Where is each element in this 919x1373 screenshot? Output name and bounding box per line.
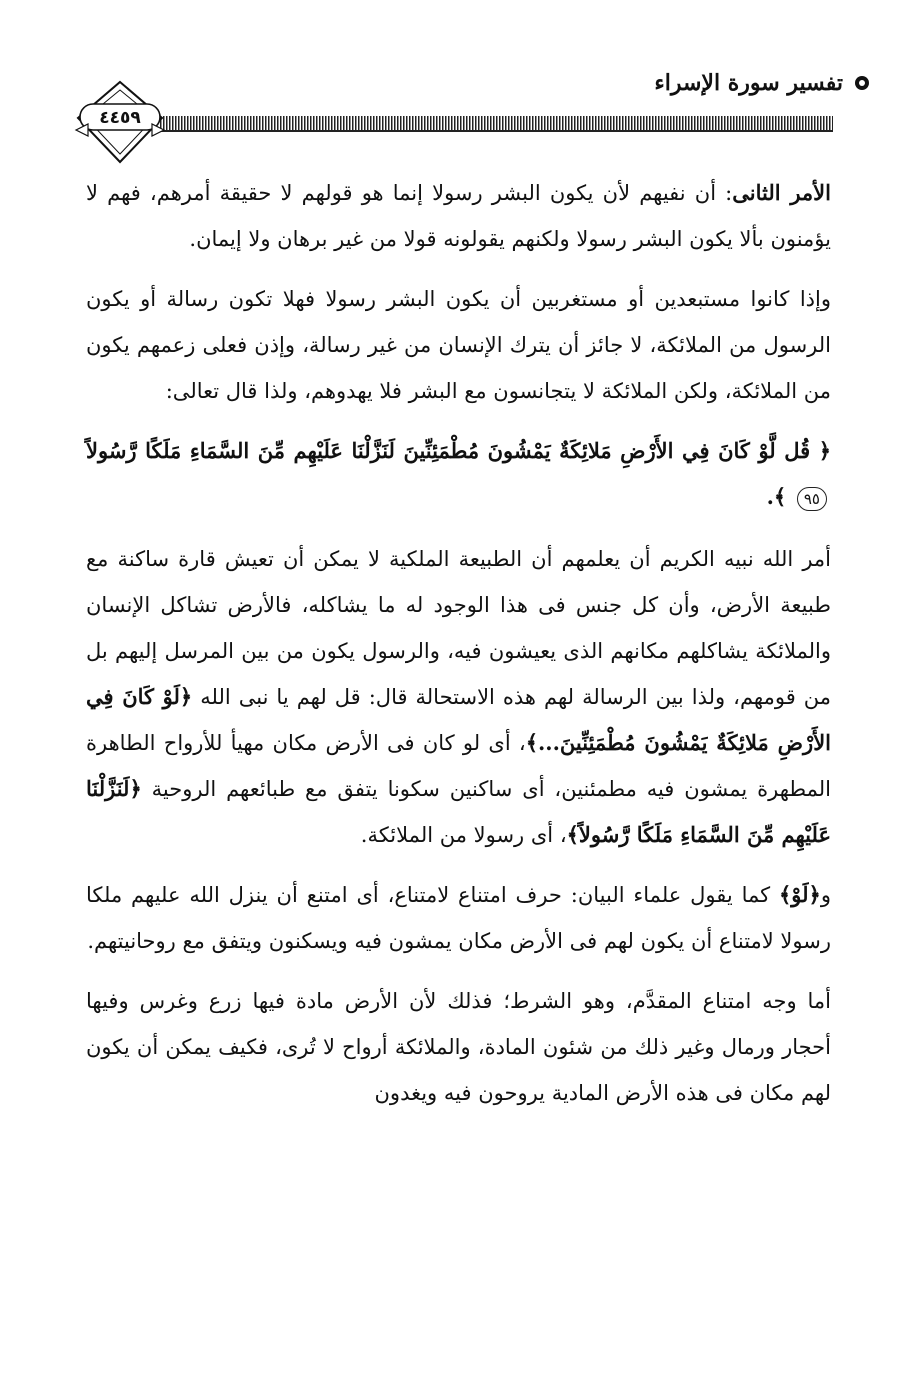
paragraph-5 <box>86 872 831 964</box>
page-number-badge <box>74 80 166 166</box>
header-title: تفسير سورة الإسراء <box>654 70 843 96</box>
quran-quote: ﴿لَنَزَّلْنَا عَلَيْهِم مِّنَ السَّمَاءِ مَلَكًا رَّسُولاً﴾ <box>86 776 831 847</box>
paragraph-text: : أن نفيهم لأن يكون البشر رسولا إنما هو قولهم لا حقيقة أمرهم، فهم لا يؤمنون بألا يكون البشر رسولا ولكنهم يقولونه قولا من غير برهان ولا إيمان. <box>86 181 831 251</box>
quran-quote: ﴿لَوْ﴾ <box>778 882 821 907</box>
quran-verse: ﴿ قُل لَّوْ كَانَ فِي الأَرْضِ مَلائِكَةٌ يَمْشُونَ مُطْمَئِنِّينَ لَنَزَّلْنَا عَلَيْهِم مِّنَ السَّمَاءِ مَلَكًا رَّسُولاً <box>86 438 831 463</box>
paragraph-4 <box>86 536 831 858</box>
paragraph-text: أما وجه امتناع المقدَّم، وهو الشرط؛ فذلك لأن الأرض مادة فيها زرع وغرس وفيها أحجار ورمال وغير ذلك من شئون المادة، والملائكة أرواح لا تُرى، فكيف يمكن أن يكون لهم مكان فى هذه الأرض المادية يروحون فيه ويغدون <box>86 989 831 1105</box>
paragraph-text: ، أى لو كان فى الأرض مكان مهيأ للأرواح الطاهرة المطهرة يمشون فيه مطمئنين، أى ساكنين سكونا يتفق مع طبائعهم الروحية <box>86 731 831 801</box>
paragraph-text: وإذا كانوا مستبعدين أو مستغربين أن يكون البشر رسولا فهلا تكون رسالة أو يكون الرسول من الملائكة، لا جائز أن يترك الإنسان من غير رسالة، وإذن فعلى زعمهم يكون من الملائكة، ولكن الملائكة لا يتجانسون مع البشر فلا يهدوهم، ولذا قال تعالى: <box>86 287 831 403</box>
paragraph-6 <box>86 978 831 1116</box>
quran-verse-block <box>86 428 831 520</box>
quran-verse-close: ﴾. <box>766 484 787 509</box>
page-body <box>86 170 831 1130</box>
running-header <box>654 70 871 96</box>
paragraph-lead: الأمر الثانى <box>732 180 831 205</box>
paragraph-text: ، أى رسولا من الملائكة. <box>360 823 567 847</box>
quran-quote: ﴿لَوْ كَانَ فِي الأَرْضِ مَلائِكَةٌ يَمْشُونَ مُطْمَئِنِّينَ...﴾ <box>86 684 831 755</box>
header-rule-ornament <box>160 116 833 130</box>
paragraph-text: أمر الله نبيه الكريم أن يعلمهم أن الطبيعة الملكية لا يمكن أن تعيش قارة ساكنة مع طبيعة الأرض، وأن كل جنس فى هذا الوجود له ما يشاكله، فالأرض تشاكل الإنسان والملائكة يشاكلهم مكانهم الذى يعيشون فيه، والرسول يكون من بين المرسل إليهم بل من قومهم، ولذا بين الرسالة لهم هذه الاستحالة قال: قل لهم يا نبى الله <box>86 547 831 709</box>
paragraph-2 <box>86 276 831 414</box>
paragraph-text: كما يقول علماء البيان: حرف امتناع لامتناع، أى امتنع أن ينزل الله عليهم ملكا رسولا لامتناع أن يكون لهم فى الأرض مكان يمشون فيه ويسكنون ويتفق مع روحانيتهم. <box>86 883 831 953</box>
header-ornament-icon <box>853 74 871 92</box>
verse-number-badge: ٩٥ <box>797 487 827 511</box>
paragraph-text: و <box>820 883 831 907</box>
page-number: ٤٤٥٩ <box>99 108 141 128</box>
header-rule-line <box>160 130 833 132</box>
paragraph-1 <box>86 170 831 262</box>
